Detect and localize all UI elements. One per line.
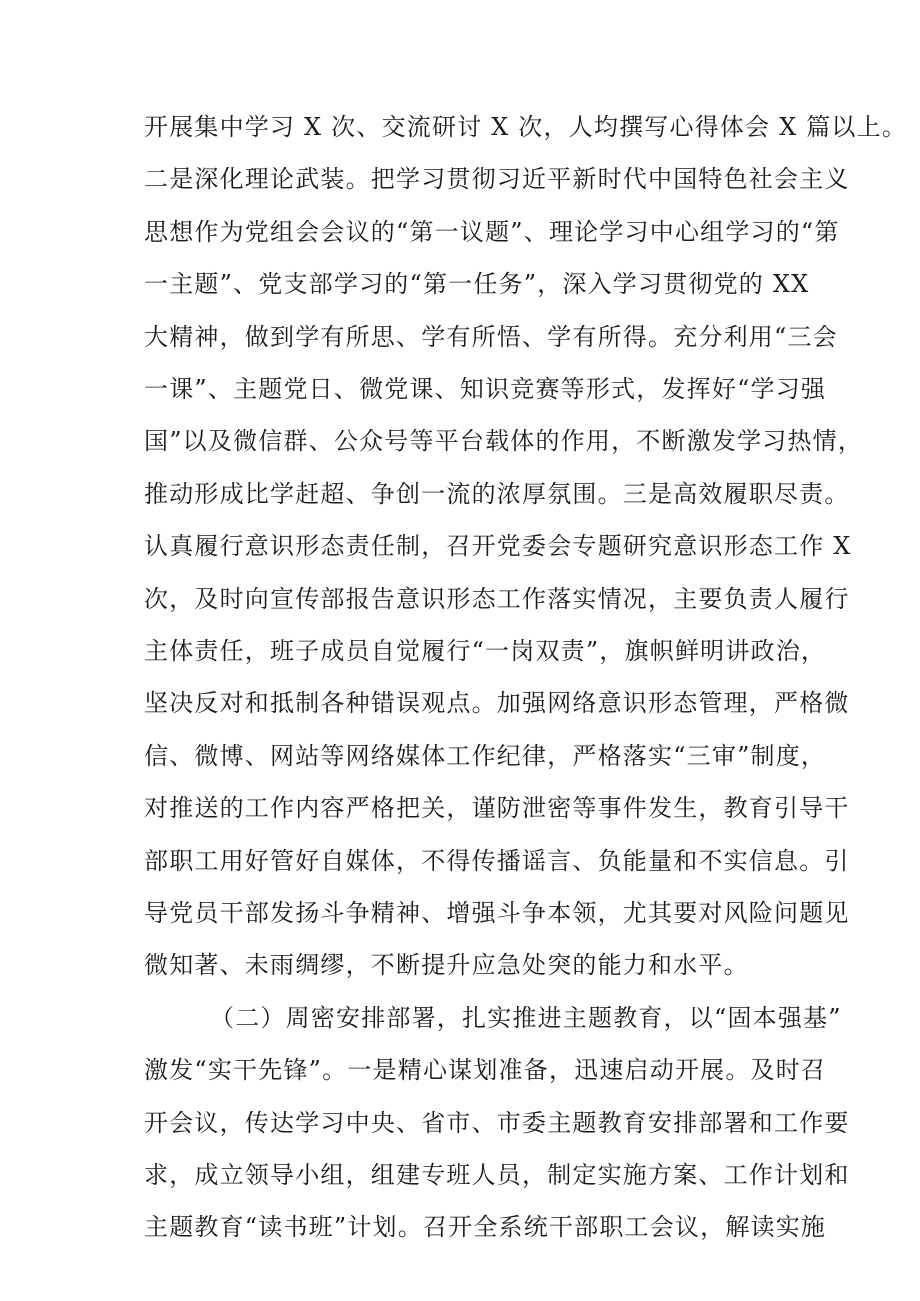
text-line: 思想作为党组会会议的“第一议题”、理论学习中心组学习的“第 bbox=[144, 218, 840, 246]
text-line: 主题教育“读书班”计划。召开全系统干部职工会议，解读实施 bbox=[144, 1213, 827, 1241]
text-line: 开展集中学习 X 次、交流研讨 X 次，人均撰写心得体会 X 篇以上。 bbox=[144, 113, 908, 141]
text-line: 坚决反对和抵制各种错误观点。加强网络意识形态管理，严格微 bbox=[144, 689, 850, 717]
text-line: 主体责任，班子成员自觉履行“一岗双责”，旗帜鲜明讲政治， bbox=[144, 637, 827, 665]
text-line: 微知著、未雨绸缪，不断提升应急处突的能力和水平。 bbox=[144, 951, 749, 979]
text-line: 二是深化理论武装。把学习贯彻习近平新时代中国特色社会主义 bbox=[144, 165, 850, 193]
text-line: 一主题”、党支部学习的“第一任务”，深入学习贯彻党的 XX bbox=[144, 270, 810, 298]
text-line: 大精神，做到学有所思、学有所悟、学有所得。充分利用“三会 bbox=[144, 323, 838, 351]
text-line: 推动形成比学赶超、争创一流的浓厚氛围。三是高效履职尽责。 bbox=[144, 480, 850, 508]
text-line: 国”以及微信群、公众号等平台载体的作用，不断激发学习热情， bbox=[144, 427, 864, 455]
text-line: 次，及时向宣传部报告意识形态工作落实情况，主要负责人履行 bbox=[144, 585, 850, 613]
text-line: 开会议，传达学习中央、省市、市委主题教育安排部署和工作要 bbox=[144, 1109, 850, 1137]
text-line: 信、微博、网站等网络媒体工作纪律，严格落实“三审”制度， bbox=[144, 742, 827, 770]
text-line: 一课”、主题党日、微党课、知识竞赛等形式，发挥好“学习强 bbox=[144, 375, 827, 403]
text-line: 部职工用好管好自媒体，不得传播谣言、负能量和不实信息。引 bbox=[144, 847, 850, 875]
text-line: 认真履行意识形态责任制，召开党委会专题研究意识形态工作 X bbox=[144, 532, 852, 560]
section-heading-line: （二）周密安排部署，扎实推进主题教育，以“固本强基” bbox=[210, 1004, 842, 1032]
text-line: 激发“实干先锋”。一是精心谋划准备，迅速启动开展。及时召 bbox=[144, 1056, 827, 1084]
text-line: 导党员干部发扬斗争精神、增强斗争本领，尤其要对风险问题见 bbox=[144, 899, 850, 927]
text-line: 求，成立领导小组，组建专班人员，制定实施方案、工作计划和 bbox=[144, 1161, 850, 1189]
text-line: 对推送的工作内容严格把关，谨防泄密等事件发生，教育引导干 bbox=[144, 794, 850, 822]
